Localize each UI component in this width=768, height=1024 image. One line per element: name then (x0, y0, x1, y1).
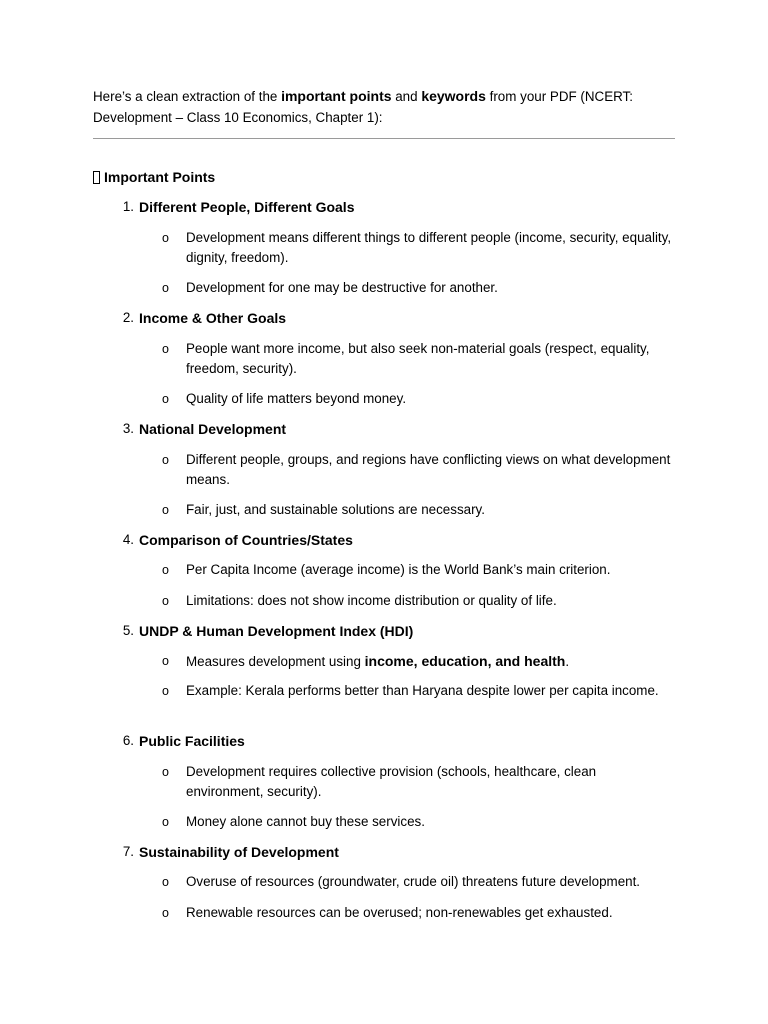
point-number: 2. (122, 310, 134, 325)
bullet-text: Development for one may be destructive for another. (186, 280, 498, 295)
bullet-marker: o (162, 281, 169, 295)
bullet-text: Limitations: does not show income distribution or quality of life. (186, 593, 557, 608)
point-title: Sustainability of Development (139, 844, 339, 860)
intro-bold-important-points: important points (281, 88, 392, 104)
intro-bold-keywords: keywords (421, 88, 486, 104)
point-title: Different People, Different Goals (139, 199, 355, 215)
bullet-marker: o (162, 392, 169, 406)
intro-text-2: and (391, 89, 422, 104)
intro-paragraph (93, 86, 683, 128)
bullet-marker: o (162, 654, 169, 668)
bullet-marker: o (162, 875, 169, 889)
horizontal-rule (93, 138, 675, 139)
bullet-text: People want more income, but also seek non-material goals (respect, equality, freedom, security). (186, 341, 650, 376)
bullet-text: Per Capita Income (average income) is the World Bank’s main criterion. (186, 562, 611, 577)
bullet-marker: o (162, 453, 169, 467)
bullet-text (186, 651, 674, 672)
bullet-marker: o (162, 503, 169, 517)
bullet-text: Development means different things to different people (income, security, equality, dignity, freedom). (186, 230, 672, 265)
point-number: 6. (122, 733, 134, 748)
point-title: Public Facilities (139, 733, 245, 749)
bullet-marker: o (162, 906, 169, 920)
point-title: Comparison of Countries/States (139, 532, 353, 548)
bullet-marker: o (162, 594, 169, 608)
intro-text-1: Here’s a clean extraction of the (93, 89, 282, 104)
point-number: 5. (122, 623, 134, 638)
bullet-text: Quality of life matters beyond money. (186, 391, 407, 406)
bullet-bold-keyword: income, education, and health (364, 653, 566, 669)
point-number: 3. (122, 421, 134, 436)
bullet-text: Different people, groups, and regions have conflicting views on what development means. (186, 452, 671, 487)
bullet-marker: o (162, 342, 169, 356)
point-number: 1. (122, 199, 134, 214)
point-title: UNDP & Human Development Index (HDI) (139, 623, 414, 639)
bullet-marker: o (162, 765, 169, 779)
bullet-text: Development requires collective provision (schools, healthcare, clean environment, security). (186, 764, 597, 799)
intro-text-3: from your PDF (NCERT: Development – Class 10 Economics, Chapter 1): (93, 89, 633, 125)
bullet-text: Money alone cannot buy these services. (186, 814, 425, 829)
bullet-marker: o (162, 815, 169, 829)
bullet-text-part: Measures development using (186, 654, 365, 669)
point-number: 4. (122, 532, 134, 547)
bullet-text: Fair, just, and sustainable solutions are necessary. (186, 502, 485, 517)
bullet-text: Renewable resources can be overused; non-renewables get exhausted. (186, 905, 613, 920)
point-title: National Development (139, 421, 287, 437)
point-title: Income & Other Goals (139, 310, 287, 326)
section-heading (93, 167, 215, 187)
section-heading-title: Important Points (104, 169, 216, 185)
bullet-text: Overuse of resources (groundwater, crude oil) threatens future development. (186, 874, 641, 889)
bullet-text-part: . (565, 654, 570, 669)
bullet-text: Example: Kerala performs better than Haryana despite lower per capita income. (186, 683, 659, 698)
bullet-marker: o (162, 231, 169, 245)
missing-glyph-box-icon (93, 171, 100, 184)
bullet-marker: o (162, 563, 169, 577)
point-number: 7. (122, 844, 134, 859)
bullet-marker: o (162, 684, 169, 698)
